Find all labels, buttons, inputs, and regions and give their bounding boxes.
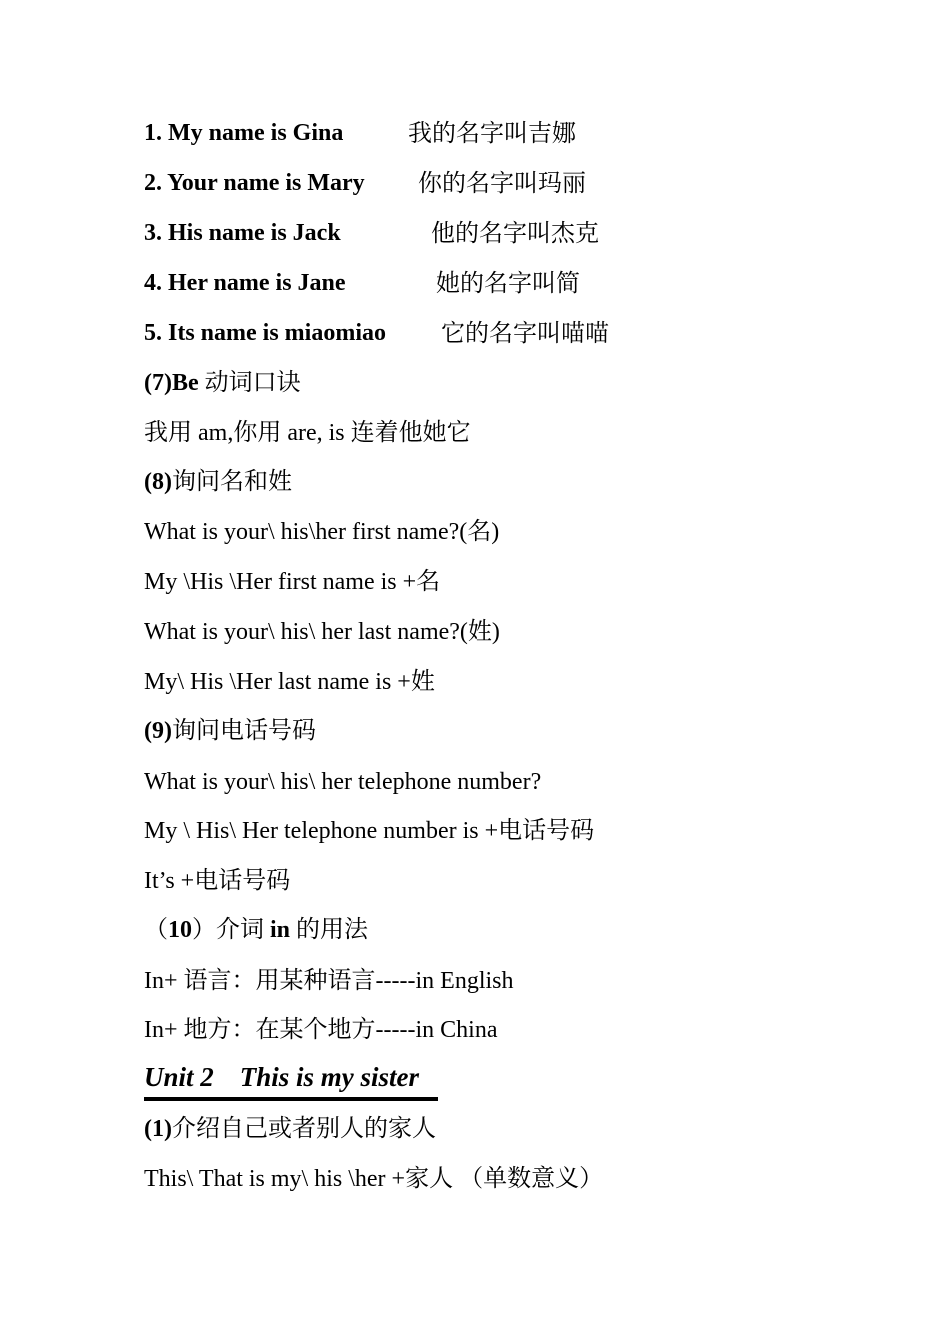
name-line-zh: 他的名字叫杰克 [431, 219, 599, 247]
name-line-zh: 你的名字叫玛丽 [418, 169, 586, 197]
name-line-zh: 她的名字叫简 [436, 269, 580, 297]
name-line-zh: 我的名字叫吉娜 [408, 119, 576, 147]
phone-answer-line: My \ His\ Her telephone number is +电话号码 [144, 818, 595, 844]
section-number: (1) [144, 1116, 172, 1142]
be-rhyme: 我用 am,你用 are, is 连着他她它 [144, 420, 471, 446]
name-question-line: What is your\ his\her first name?(名) [144, 519, 500, 545]
name-line-en: 1. My name is Gina [144, 120, 344, 146]
name-question-heading [144, 467, 292, 497]
paren-open: （ [144, 917, 168, 943]
name-line-5 [144, 318, 386, 348]
section-title: 询问电话号码 [171, 718, 316, 744]
section-title: 询问名和姓 [171, 469, 292, 495]
unit-title: This is my sister [239, 1062, 420, 1092]
section-number: (9) [144, 718, 172, 744]
name-line-2 [144, 168, 365, 198]
section-label: ）介词 [192, 917, 264, 943]
unit-underline [144, 1097, 438, 1101]
section-number: (8) [144, 469, 172, 495]
phone-answer-line: It’s +电话号码 [144, 868, 291, 894]
section-number: (7)Be [144, 370, 199, 396]
name-line-en: 2. Your name is Mary [144, 170, 365, 196]
section-title: 动词口诀 [204, 370, 301, 396]
name-line-1 [144, 118, 343, 148]
be-heading [144, 368, 301, 398]
section-title: 介绍自己或者别人的家人 [171, 1116, 436, 1142]
unit-label: Unit 2 [144, 1062, 214, 1092]
name-line-en: 5. Its name is miaomiao [144, 320, 386, 346]
name-question-line: What is your\ his\ her last name?(姓) [144, 619, 500, 645]
family-intro-line: This\ That is my\ his \her +家人 （单数意义） [144, 1166, 604, 1192]
phone-question-line: What is your\ his\ her telephone number? [144, 769, 542, 795]
name-line-4 [144, 268, 346, 298]
family-heading [144, 1114, 436, 1144]
name-answer-line: My\ His \Her last name is +姓 [144, 669, 435, 695]
name-line-en: 4. Her name is Jane [144, 270, 346, 296]
prep-heading [144, 915, 368, 945]
section-title: 的用法 [296, 917, 369, 943]
name-line-3 [144, 218, 341, 248]
section-number: 10 [168, 917, 192, 943]
prep-word: in [270, 917, 291, 943]
name-answer-line: My \His \Her first name is +名 [144, 569, 441, 595]
name-line-zh: 它的名字叫喵喵 [441, 319, 609, 347]
name-line-en: 3. His name is Jack [144, 220, 341, 246]
prep-language-line: In+ 语言：用某种语言-----in English [144, 968, 514, 994]
phone-heading [144, 716, 316, 746]
prep-place-line: In+ 地方：在某个地方-----in China [144, 1017, 498, 1043]
unit-heading [144, 1060, 419, 1094]
